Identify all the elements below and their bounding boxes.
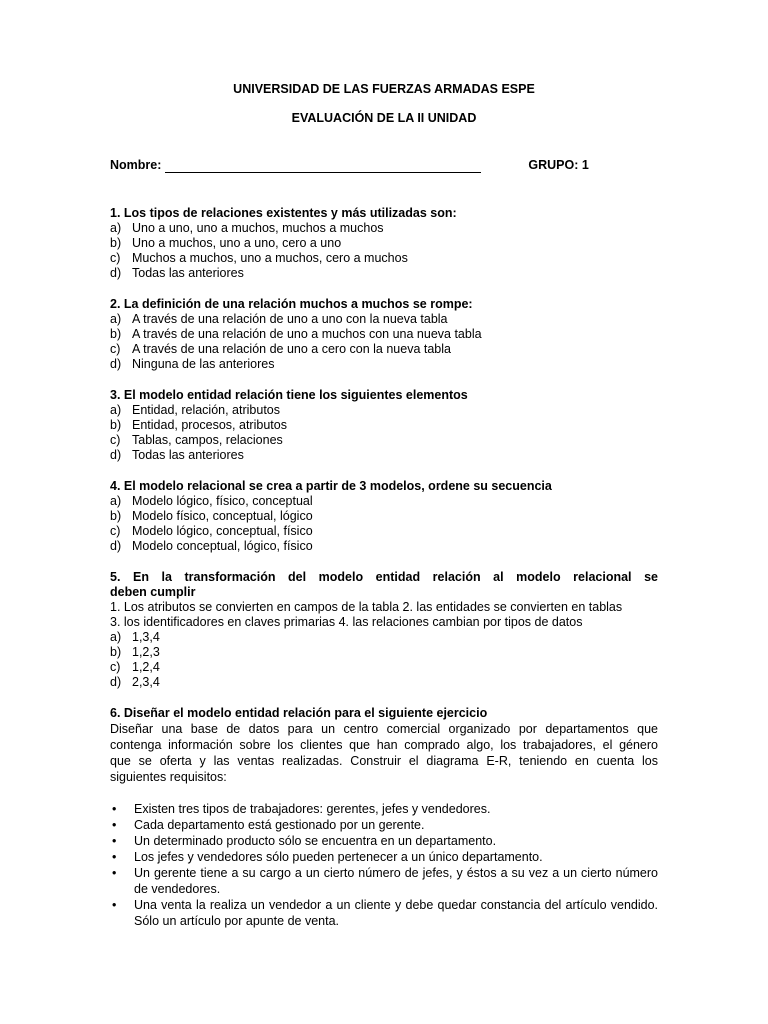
- question-title: 5. En la transformación del modelo entidad relación al modelo relacional se: [110, 570, 658, 584]
- bullet-icon: •: [112, 850, 117, 864]
- option-letter: a): [110, 312, 122, 326]
- option-letter: a): [110, 494, 122, 508]
- exam-document: [110, 82, 658, 929]
- question-5: [110, 570, 658, 690]
- option-letter: d): [110, 448, 122, 462]
- option-d: [110, 266, 658, 281]
- option-c: [110, 342, 658, 357]
- list-item-text: Existen tres tipos de trabajadores: gerentes, jefes y vendedores.: [134, 802, 491, 816]
- paragraph-line: siguientes requisitos:: [110, 770, 227, 784]
- option-letter: b): [110, 418, 122, 432]
- list-item: [110, 801, 658, 817]
- option-b: [110, 645, 658, 660]
- option-letter: c): [110, 660, 121, 674]
- option-letter: b): [110, 645, 122, 659]
- option-text: 2,3,4: [132, 675, 160, 689]
- option-text: Entidad, relación, atributos: [132, 403, 281, 417]
- list-item: [110, 897, 658, 929]
- option-letter: a): [110, 630, 122, 644]
- statement-line: 1. Los atributos se convierten en campos de la tabla 2. las entidades se convierten en tablas: [110, 600, 623, 614]
- option-text: A través de una relación de uno a cero con la nueva tabla: [132, 342, 451, 356]
- question-title: 2. La definición de una relación muchos a muchos se rompe:: [110, 297, 473, 311]
- list-item-text: Un determinado producto sólo se encuentra en un departamento.: [134, 834, 497, 848]
- question-1: [110, 206, 658, 281]
- name-row: [110, 158, 658, 173]
- option-text: A través de una relación de uno a uno con la nueva tabla: [132, 312, 448, 326]
- option-text: Uno a uno, uno a muchos, muchos a muchos: [132, 221, 384, 235]
- list-item: [110, 817, 658, 833]
- exercise-paragraph: [110, 721, 658, 785]
- question-title: 4. El modelo relacional se crea a partir de 3 modelos, ordene su secuencia: [110, 479, 552, 493]
- option-letter: d): [110, 357, 122, 371]
- option-text: Modelo conceptual, lógico, físico: [132, 539, 313, 553]
- bullet-icon: •: [112, 802, 117, 816]
- option-a: [110, 403, 658, 418]
- option-text: Tablas, campos, relaciones: [132, 433, 283, 447]
- option-a: [110, 494, 658, 509]
- evaluation-title: EVALUACIÓN DE LA II UNIDAD: [291, 111, 477, 125]
- option-d: [110, 448, 658, 463]
- option-text: Entidad, procesos, atributos: [132, 418, 287, 432]
- option-text: Modelo físico, conceptual, lógico: [132, 509, 313, 523]
- list-item: [110, 865, 658, 897]
- statement-line: 3. los identificadores en claves primarias 4. las relaciones cambian por tipos de datos: [110, 615, 583, 629]
- option-letter: c): [110, 251, 121, 265]
- option-text: Muchos a muchos, uno a muchos, cero a muchos: [132, 251, 408, 265]
- option-d: [110, 539, 658, 554]
- option-a: [110, 221, 658, 236]
- option-letter: d): [110, 539, 122, 553]
- option-letter: d): [110, 675, 122, 689]
- question-title: 6. Diseñar el modelo entidad relación para el siguiente ejercicio: [110, 706, 488, 720]
- group-label: GRUPO: 1: [528, 158, 589, 172]
- option-text: Modelo lógico, conceptual, físico: [132, 524, 313, 538]
- option-b: [110, 509, 658, 524]
- list-item: [110, 833, 658, 849]
- option-letter: b): [110, 327, 122, 341]
- question-2: [110, 297, 658, 372]
- option-d: [110, 357, 658, 372]
- option-c: [110, 433, 658, 448]
- question-3: [110, 388, 658, 463]
- option-letter: c): [110, 524, 121, 538]
- question-title: 3. El modelo entidad relación tiene los siguientes elementos: [110, 388, 468, 402]
- option-text: Ninguna de las anteriores: [132, 357, 275, 371]
- option-c: [110, 660, 658, 675]
- university-title: UNIVERSIDAD DE LAS FUERZAS ARMADAS ESPE: [233, 82, 535, 96]
- paragraph-line: que se oferta y las ventas realizadas. Construir el diagrama E-R, teniendo en cuenta los: [110, 754, 658, 768]
- option-text: 1,2,4: [132, 660, 160, 674]
- paragraph-line: contenga información sobre los clientes que han comprado algo, los trabajadores, el género: [110, 738, 658, 752]
- option-letter: a): [110, 221, 122, 235]
- question-title-continued: deben cumplir: [110, 585, 196, 599]
- option-a: [110, 630, 658, 645]
- option-letter: a): [110, 403, 122, 417]
- list-item: [110, 849, 658, 865]
- option-text: 1,3,4: [132, 630, 160, 644]
- list-item-text: Cada departamento está gestionado por un gerente.: [134, 818, 425, 832]
- bullet-icon: •: [112, 834, 117, 848]
- option-letter: d): [110, 266, 122, 280]
- requirements-list: [110, 801, 658, 929]
- question-6: [110, 706, 658, 929]
- option-letter: b): [110, 236, 122, 250]
- option-letter: b): [110, 509, 122, 523]
- list-item-text: Un gerente tiene a su cargo a un cierto número de jefes, y éstos a su vez a un cierto número de vendedores.: [134, 866, 658, 896]
- name-label: Nombre:: [110, 158, 162, 172]
- option-b: [110, 418, 658, 433]
- option-c: [110, 524, 658, 539]
- option-text: Todas las anteriores: [132, 266, 244, 280]
- bullet-icon: •: [112, 898, 117, 912]
- option-text: Uno a muchos, uno a uno, cero a uno: [132, 236, 342, 250]
- option-a: [110, 312, 658, 327]
- list-item-text: Los jefes y vendedores sólo pueden pertenecer a un único departamento.: [134, 850, 543, 864]
- option-text: Modelo lógico, físico, conceptual: [132, 494, 313, 508]
- name-blank-line[interactable]: [165, 160, 481, 173]
- paragraph-line: Diseñar una base de datos para un centro comercial organizado por departamentos que: [110, 722, 658, 736]
- option-d: [110, 675, 658, 690]
- option-b: [110, 327, 658, 342]
- option-c: [110, 251, 658, 266]
- option-letter: c): [110, 342, 121, 356]
- option-text: 1,2,3: [132, 645, 160, 659]
- bullet-icon: •: [112, 866, 117, 880]
- question-4: [110, 479, 658, 554]
- list-item-text: Una venta la realiza un vendedor a un cliente y debe quedar constancia del artículo vendido. Sólo un artículo por apunte de venta.: [134, 898, 658, 928]
- option-b: [110, 236, 658, 251]
- option-text: Todas las anteriores: [132, 448, 244, 462]
- option-letter: c): [110, 433, 121, 447]
- bullet-icon: •: [112, 818, 117, 832]
- option-text: A través de una relación de uno a muchos con una nueva tabla: [132, 327, 482, 341]
- question-title: 1. Los tipos de relaciones existentes y más utilizadas son:: [110, 206, 457, 220]
